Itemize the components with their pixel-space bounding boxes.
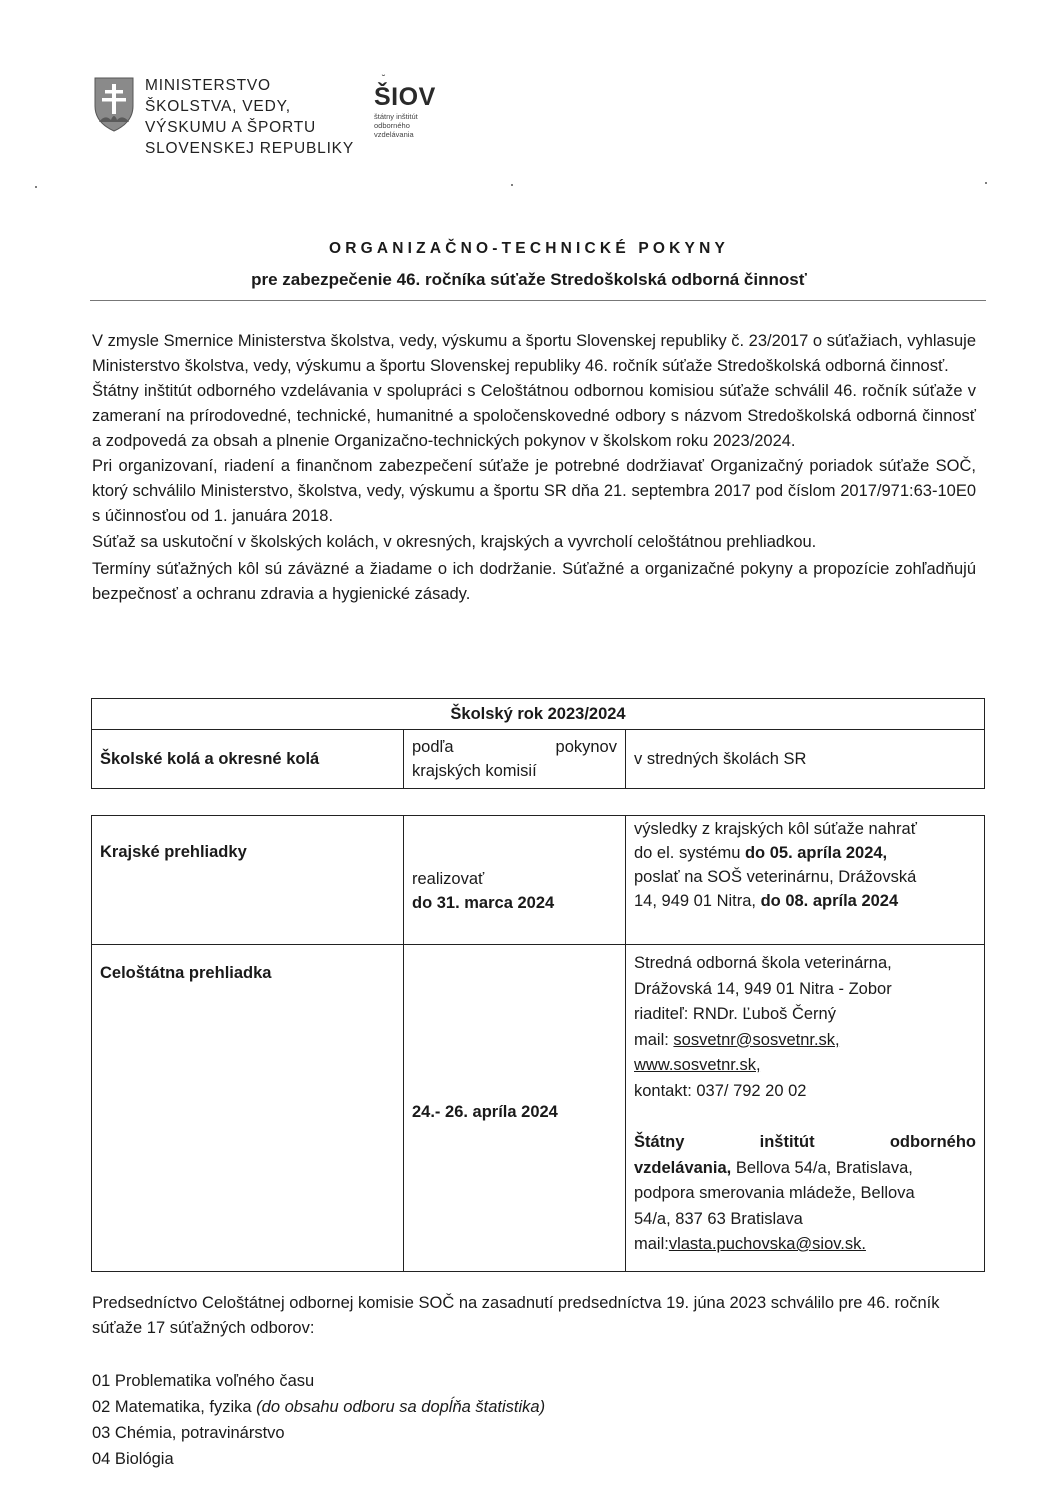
scan-speck [511,184,513,186]
ministry-crest-icon [93,76,135,132]
siov-logo [374,76,444,139]
info-text: do el. systému [634,844,745,862]
info-line: poslať na SOŠ veterinárnu, Drážovská [634,868,917,886]
rounds-table [91,815,985,1272]
fields-list [92,1368,545,1472]
info-word: Štátny [634,1133,685,1151]
paragraph: Predsedníctvo Celoštátnej odbornej komisie SOČ na zasadnutí predsedníctva 19. júna 2023 schválilo pre 46. ročník súťaže 17 súťažných odborov: [92,1294,940,1337]
siov-logo-name: ŠIOV [374,83,436,111]
mail-label: mail: [634,1235,669,1253]
info-date: do 08. apríla 2024 [760,892,899,910]
info-line [634,1156,976,1182]
siov-sub-line: vzdelávania [374,130,414,139]
when-line: krajských komisií [412,762,537,780]
row-label: Školské kolá a okresné kolá [92,730,404,789]
paragraph: Pri organizovaní, riadení a finančnom zabezpečení súťaže je potrebné dodržiavať Organizačný poriadok súťaže SOČ, ktorý schválilo Ministerstvo, školstva, vedy, výskumu a športu SR dňa 21. septembra 2017 pod číslom 2017/971:63-10E0 s účinnosťou od 1. januára 2018. [92,457,976,525]
intro-body [92,329,976,607]
info-text: vzdelávania, [634,1158,732,1177]
siov-logo-mark: ˘ [382,74,386,85]
row-when-date: 24.- 26. apríla 2024 [404,945,626,1272]
title-divider [90,300,986,301]
list-item [92,1368,545,1394]
info-text: 14, 949 01 Nitra, [634,892,761,910]
ministry-line: MINISTERSTVO [145,77,271,94]
info-text: Bellova 54/a, Bratislava, [731,1158,913,1177]
scan-speck [985,182,987,184]
paragraph: V zmysle Smernice Ministerstva školstva, vedy, výskumu a športu Slovenskej republiky č. 23/2017 o súťažiach, vyhlasuje Ministerstvo školstva, vedy, výskumu a športu Slovenskej republiky 46. ročník súťaže Stredoškolská odborná činnosť. [92,332,976,375]
table-row [92,730,985,789]
document-title: ORGANIZAČNO-TECHNICKÉ POKYNY [328,240,730,257]
siov-logo-subtitle [374,112,444,139]
info-line [634,1232,976,1258]
email-link[interactable]: vlasta.puchovska@siov.sk. [668,1235,866,1253]
info-word: inštitút [759,1133,815,1151]
paragraph: Termíny súťažných kôl sú záväzné a žiadame o ich dodržanie. Súťažné a organizačné pokyny a propozície zohľadňujú bezpečnosť a ochranu zdravia a hygienické zásady. [92,560,976,603]
fields-intro [92,1291,976,1341]
info-word: odborného [889,1133,976,1151]
row-when [404,816,626,945]
info-line: riaditeľ: RNDr. Ľuboš Černý [634,1005,836,1023]
info-line: Drážovská 14, 949 01 Nitra - Zobor [634,979,892,998]
list-item-text: 03 Chémia, potravinárstvo [92,1424,285,1442]
list-item-note: (do obsahu odboru sa dopĺňa štatistika) [256,1398,546,1416]
document-subtitle: pre zabezpečenie 46. ročníka súťaže Stredoškolská odborná činnosť [251,270,807,289]
when-date: do 31. marca 2024 [412,894,555,912]
info-line [634,889,976,913]
table-header: Školský rok 2023/2024 [92,699,985,730]
list-item-text: 01 Problematika voľného času [92,1372,315,1390]
when-line [412,735,617,759]
info-line [634,1130,976,1156]
siov-sub-line: štátny inštitút [374,112,418,121]
row-when [404,730,626,789]
info-line [634,1028,976,1054]
paragraph: Súťaž sa uskutoční v školských kolách, v okresných, krajských a vyvrcholí celoštátnou prehliadkou. [92,533,817,551]
list-item [92,1394,545,1420]
table-row [92,816,985,945]
website-link[interactable]: www.sosvetnr.sk, [634,1056,761,1074]
info-date: do 05. apríla 2024, [744,844,888,862]
list-item [92,1420,545,1446]
info-line: podpora smerovania mládeže, Bellova [634,1184,915,1202]
ministry-line: VÝSKUMU A ŠPORTU [145,119,317,136]
info-line [634,841,976,865]
paragraph: Štátny inštitút odborného vzdelávania v spolupráci s Celoštátnou odbornou komisiou súťaže schválil 46. ročník súťaže v zameraní na prírodovedné, technické, humanitné a spoločenskovedné odbory s názvom Stredoškolská odborná činnosť a zodpovedá za obsah a plnenie Organizačno-technických pokynov v školskom roku 2023/2024. [92,382,976,450]
spacer [634,1104,976,1130]
info-line: 54/a, 837 63 Bratislava [634,1209,803,1228]
row-label: Celoštátna prehliadka [92,945,404,1272]
scan-speck [35,186,37,188]
mail-label: mail: [634,1030,674,1049]
info-line: kontakt: 037/ 792 20 02 [634,1081,807,1100]
when-word: pokynov [555,738,617,756]
when-word: podľa [412,738,454,756]
list-item-text: 02 Matematika, fyzika [92,1398,257,1416]
siov-sub-line: odborného [374,121,410,130]
school-year-table [91,698,985,789]
when-line: realizovať [412,870,485,888]
ministry-name [145,75,354,159]
ministry-line: SLOVENSKEJ REPUBLIKY [145,140,354,157]
list-item-text: 04 Biológia [92,1450,174,1468]
info-line: Stredná odborná škola veterinárna, [634,954,892,972]
ministry-line: ŠKOLSTVA, VEDY, [145,98,291,115]
row-info [626,816,985,945]
table-row [92,945,985,1272]
row-info [626,945,985,1272]
list-item [92,1446,545,1472]
row-label: Krajské prehliadky [92,816,404,945]
row-where: v stredných školách SR [626,730,985,789]
email-link[interactable]: sosvetnr@sosvetnr.sk, [673,1030,840,1049]
info-line: výsledky z krajských kôl súťaže nahrať [634,820,917,838]
